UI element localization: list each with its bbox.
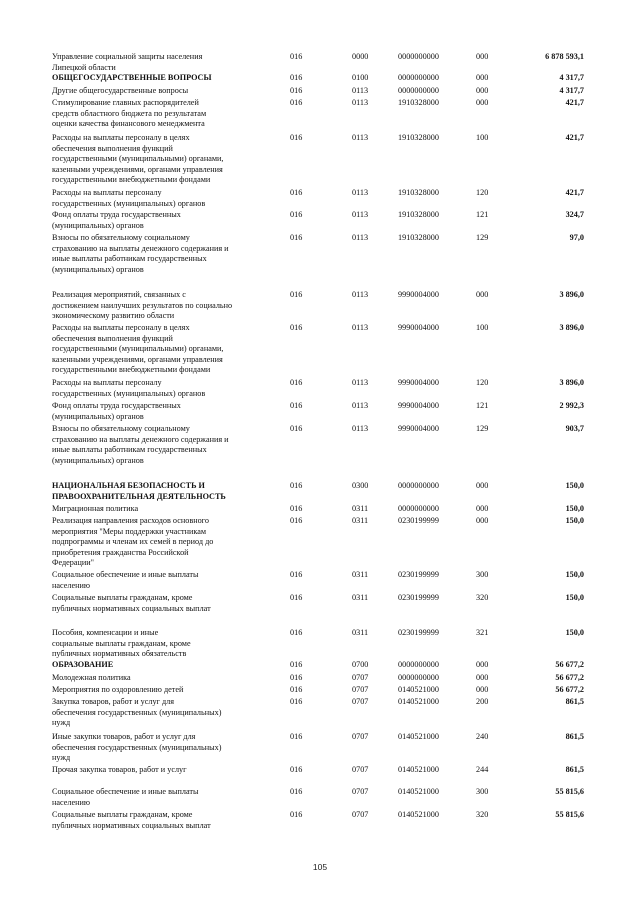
row-sum: 55 815,6: [555, 787, 584, 796]
target-code: 0230199999: [398, 628, 439, 637]
row-sum: 421,7: [565, 98, 584, 107]
row-name: Фонд оплаты труда государственных (муниципальных) органов: [52, 401, 181, 421]
ministry-code: 016: [290, 233, 303, 242]
expense-code: 100: [476, 323, 489, 332]
ministry-code: 016: [290, 481, 303, 490]
expense-code: 244: [476, 765, 489, 774]
row-name: Молодежная политика: [52, 673, 131, 682]
target-code: 0000000000: [398, 660, 439, 669]
ministry-code: 016: [290, 504, 303, 513]
row-name: Миграционная политика: [52, 504, 139, 513]
row-sum: 3 896,0: [559, 378, 584, 387]
ministry-code: 016: [290, 73, 303, 82]
section-code: 0707: [352, 810, 369, 819]
row-sum: 150,0: [565, 593, 584, 602]
target-code: 0000000000: [398, 673, 439, 682]
row-sum: 56 677,2: [555, 660, 584, 669]
section-code: 0113: [352, 401, 369, 410]
target-code: 1910328000: [398, 188, 439, 197]
row-name: Расходы на выплаты персоналу в целях обеспечения выполнения функций государственными (муниципальными) органами, казенными учреждениями, органами управления государственными внебюджетными фондами: [52, 323, 224, 375]
expense-code: 120: [476, 378, 489, 387]
expense-code: 121: [476, 210, 489, 219]
section-code: 0113: [352, 323, 369, 332]
row-name: ОБРАЗОВАНИЕ: [52, 660, 114, 669]
expense-code: 200: [476, 697, 489, 706]
section-code: 0707: [352, 787, 369, 796]
expense-code: 000: [476, 516, 489, 525]
ministry-code: 016: [290, 378, 303, 387]
section-code: 0113: [352, 424, 369, 433]
ministry-code: 016: [290, 787, 303, 796]
expense-code: 320: [476, 810, 489, 819]
row-sum: 3 896,0: [559, 323, 584, 332]
ministry-code: 016: [290, 673, 303, 682]
expense-code: 240: [476, 732, 489, 741]
expense-code: 000: [476, 685, 489, 694]
expense-code: 321: [476, 628, 489, 637]
row-name: Мероприятия по оздоровлению детей: [52, 685, 184, 694]
target-code: 0000000000: [398, 52, 439, 61]
row-sum: 903,7: [565, 424, 584, 433]
section-code: 0300: [352, 481, 369, 490]
row-name: Иные закупки товаров, работ и услуг для обеспечения государственных (муниципальных) нужд: [52, 732, 222, 763]
row-sum: 150,0: [565, 516, 584, 525]
target-code: 0000000000: [398, 86, 439, 95]
target-code: 0140521000: [398, 765, 439, 774]
expense-code: 121: [476, 401, 489, 410]
section-code: 0707: [352, 697, 369, 706]
target-code: 0230199999: [398, 593, 439, 602]
ministry-code: 016: [290, 765, 303, 774]
row-name: Управление социальной защиты населения Липецкой области: [52, 52, 203, 72]
target-code: 1910328000: [398, 233, 439, 242]
ministry-code: 016: [290, 98, 303, 107]
ministry-code: 016: [290, 290, 303, 299]
target-code: 9990004000: [398, 378, 439, 387]
expense-code: 000: [476, 673, 489, 682]
row-name: Фонд оплаты труда государственных (муниципальных) органов: [52, 210, 181, 230]
section-code: 0113: [352, 233, 369, 242]
section-code: 0100: [352, 73, 369, 82]
ministry-code: 016: [290, 210, 303, 219]
target-code: 0140521000: [398, 697, 439, 706]
ministry-code: 016: [290, 188, 303, 197]
section-code: 0113: [352, 210, 369, 219]
section-code: 0113: [352, 133, 369, 142]
page-number: 105: [312, 862, 328, 872]
expense-code: 000: [476, 504, 489, 513]
ministry-code: 016: [290, 697, 303, 706]
row-name: Стимулирование главных распорядителей средств областного бюджета по результатам оценки качества финансового менеджмента: [52, 98, 207, 129]
expense-code: 000: [476, 481, 489, 490]
row-name: Закупка товаров, работ и услуг для обеспечения государственных (муниципальных) нужд: [52, 697, 222, 728]
ministry-code: 016: [290, 86, 303, 95]
row-sum: 2 992,3: [559, 401, 584, 410]
row-sum: 150,0: [565, 628, 584, 637]
target-code: 9990004000: [398, 401, 439, 410]
target-code: 9990004000: [398, 323, 439, 332]
row-sum: 4 317,7: [559, 73, 584, 82]
ministry-code: 016: [290, 323, 303, 332]
target-code: 9990004000: [398, 424, 439, 433]
row-sum: 324,7: [565, 210, 584, 219]
section-code: 0113: [352, 188, 369, 197]
expense-code: 129: [476, 233, 489, 242]
section-code: 0311: [352, 516, 369, 525]
target-code: 0140521000: [398, 732, 439, 741]
row-sum: 55 815,6: [555, 810, 584, 819]
target-code: 0000000000: [398, 504, 439, 513]
ministry-code: 016: [290, 628, 303, 637]
row-name: Социальные выплаты гражданам, кроме публичных нормативных социальных выплат: [52, 810, 211, 830]
section-code: 0311: [352, 628, 369, 637]
row-sum: 421,7: [565, 188, 584, 197]
row-name: Прочая закупка товаров, работ и услуг: [52, 765, 187, 774]
ministry-code: 016: [290, 401, 303, 410]
ministry-code: 016: [290, 685, 303, 694]
row-name: Расходы на выплаты персоналу в целях обеспечения выполнения функций государственными (муниципальными) органами, казенными учреждениями, органами управления государственными внебюджетными фондами: [52, 133, 224, 185]
ministry-code: 016: [290, 424, 303, 433]
row-name: Реализация направления расходов основного мероприятия "Меры поддержки участникам подпрограммы и членам их семей в период до приобретения гражданства Российской Федерации": [52, 516, 214, 568]
expense-code: 000: [476, 98, 489, 107]
expense-code: 000: [476, 86, 489, 95]
row-name: Расходы на выплаты персоналу государственных (муниципальных) органов: [52, 188, 206, 208]
row-sum: 150,0: [565, 481, 584, 490]
expense-code: 000: [476, 290, 489, 299]
ministry-code: 016: [290, 52, 303, 61]
row-sum: 4 317,7: [559, 86, 584, 95]
section-code: 0113: [352, 378, 369, 387]
section-code: 0707: [352, 732, 369, 741]
section-code: 0113: [352, 290, 369, 299]
section-code: 0311: [352, 570, 369, 579]
target-code: 9990004000: [398, 290, 439, 299]
row-sum: 421,7: [565, 133, 584, 142]
target-code: 0140521000: [398, 787, 439, 796]
section-code: 0707: [352, 685, 369, 694]
target-code: 0000000000: [398, 481, 439, 490]
row-name: Социальное обеспечение и иные выплаты населению: [52, 570, 199, 590]
section-code: 0311: [352, 593, 369, 602]
row-name: Пособия, компенсации и иные социальные выплаты гражданам, кроме публичных нормативных обязательств: [52, 628, 191, 659]
row-sum: 56 677,2: [555, 673, 584, 682]
row-sum: 6 878 593,1: [545, 52, 584, 61]
section-code: 0707: [352, 765, 369, 774]
section-code: 0311: [352, 504, 369, 513]
row-sum: 150,0: [565, 570, 584, 579]
row-name: Взносы по обязательному социальному страхованию на выплаты денежного содержания и иные выплаты работникам государственных (муниципальных) органов: [52, 424, 229, 465]
ministry-code: 016: [290, 593, 303, 602]
row-sum: 56 677,2: [555, 685, 584, 694]
expense-code: 000: [476, 73, 489, 82]
ministry-code: 016: [290, 570, 303, 579]
section-code: 0700: [352, 660, 369, 669]
ministry-code: 016: [290, 810, 303, 819]
target-code: 0140521000: [398, 685, 439, 694]
target-code: 0230199999: [398, 570, 439, 579]
ministry-code: 016: [290, 516, 303, 525]
row-name: Социальные выплаты гражданам, кроме публичных нормативных социальных выплат: [52, 593, 211, 613]
row-name: ОБЩЕГОСУДАРСТВЕННЫЕ ВОПРОСЫ: [52, 73, 212, 82]
row-name: Другие общегосударственные вопросы: [52, 86, 189, 95]
row-sum: 97,0: [569, 233, 584, 242]
expense-code: 100: [476, 133, 489, 142]
target-code: 0000000000: [398, 73, 439, 82]
expense-code: 000: [476, 660, 489, 669]
row-sum: 3 896,0: [559, 290, 584, 299]
section-code: 0000: [352, 52, 369, 61]
section-code: 0707: [352, 673, 369, 682]
ministry-code: 016: [290, 133, 303, 142]
row-name: Расходы на выплаты персоналу государственных (муниципальных) органов: [52, 378, 206, 398]
row-sum: 861,5: [565, 765, 584, 774]
target-code: 0140521000: [398, 810, 439, 819]
row-name: НАЦИОНАЛЬНАЯ БЕЗОПАСНОСТЬ И ПРАВООХРАНИТЕЛЬНАЯ ДЕЯТЕЛЬНОСТЬ: [52, 481, 226, 501]
row-sum: 861,5: [565, 697, 584, 706]
expense-code: 000: [476, 52, 489, 61]
ministry-code: 016: [290, 660, 303, 669]
ministry-code: 016: [290, 732, 303, 741]
target-code: 1910328000: [398, 210, 439, 219]
expense-code: 129: [476, 424, 489, 433]
target-code: 1910328000: [398, 98, 439, 107]
row-name: Социальное обеспечение и иные выплаты населению: [52, 787, 199, 807]
section-code: 0113: [352, 86, 369, 95]
expense-code: 300: [476, 787, 489, 796]
row-name: Взносы по обязательному социальному страхованию на выплаты денежного содержания и иные выплаты работникам государственных (муниципальных) органов: [52, 233, 229, 274]
row-sum: 150,0: [565, 504, 584, 513]
target-code: 0230199999: [398, 516, 439, 525]
row-name: Реализация мероприятий, связанных с достижением наилучших результатов по социально экономическому развитию области: [52, 290, 233, 321]
expense-code: 120: [476, 188, 489, 197]
section-code: 0113: [352, 98, 369, 107]
row-sum: 861,5: [565, 732, 584, 741]
target-code: 1910328000: [398, 133, 439, 142]
expense-code: 320: [476, 593, 489, 602]
expense-code: 300: [476, 570, 489, 579]
